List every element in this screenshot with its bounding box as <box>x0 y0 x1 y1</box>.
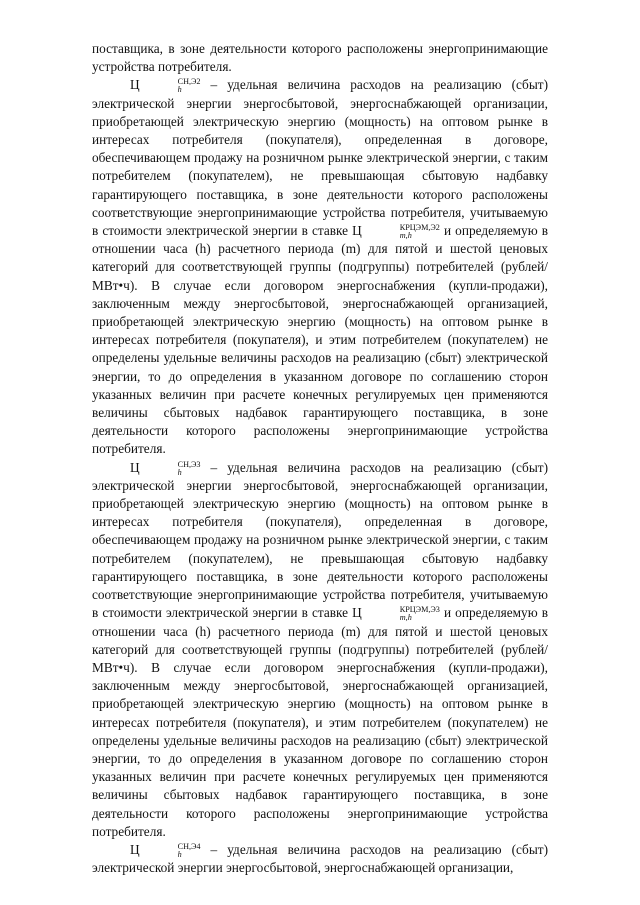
symbol-ch-e3 <box>130 460 201 475</box>
symbol-base: Ц <box>352 605 362 621</box>
symbol-superscript: КРЦЭМ,Э2 <box>399 223 440 233</box>
paragraph-ch-e4 <box>92 841 548 877</box>
symbol-subscript: h <box>177 85 182 95</box>
paragraph-text: и определяемую в отношении часа (h) расчетного периода (m) для пятой и шестой ценовых категорий для соответствующей группы (подгруппы) потребителей (рублей/МВт•ч). В случае если договором энергоснабжения (купли-продажи), заключенным между энергосбытовой, энергоснабжающей организацией, приобретающей электрическую энергию (мощность) на оптовом рынке в интересах потребителя (покупателя), и этим потребителем (покупателем) не определены удельные величины расходов на реализацию (сбыт) электрической энергии, то до определения в указанном договоре по соглашению сторон указанных величин при расчете конечных регулируемых цен применяются величины сбытовых надбавок гарантирующего поставщика, в зоне деятельности которого расположены энергопринимающие устройства потребителя. <box>92 223 549 457</box>
symbol-base: Ц <box>352 223 362 239</box>
symbol-superscript: СН,Э4 <box>177 841 201 851</box>
symbol-subscript: m,h <box>399 613 412 623</box>
paragraph-text: – удельная величина расходов на реализацию (сбыт) электрической энергии энергосбытовой, энергоснабжающей организации, приобретающей электрическую энергию (мощность) на оптовом рынке в интересах потребителя (покупателя), определенная в договоре, обеспечивающем продажу на розничном рынке электрической энергии, с таким потребителем (покупателем), не превышающая сбытовую надбавку гарантирующего поставщика, в зоне деятельности которого расположены соответствующие энергопринимающие устройства потребителя, учитываемую в стоимости электрической энергии в ставке <box>92 77 548 239</box>
paragraph-text: – удельная величина расходов на реализацию (сбыт) электрической энергии энергосбытовой, энергоснабжающей организации, приобретающей электрическую энергию (мощность) на оптовом рынке в интересах потребителя (покупателя), определенная в договоре, обеспечивающем продажу на розничном рынке электрической энергии, с таким потребителем (покупателем), не превышающая сбытовую надбавку гарантирующего поставщика, в зоне деятельности которого расположены соответствующие энергопринимающие устройства потребителя, учитываемую в стоимости электрической энергии в ставке <box>92 459 548 621</box>
symbol-ch-e4 <box>130 842 201 857</box>
symbol-ch-e2 <box>130 77 201 95</box>
symbol-base: Ц <box>130 841 140 857</box>
paragraph-text: – удельная величина расходов на реализацию (сбыт) электрической энергии энергосбытовой, энергоснабжающей организации, <box>92 841 548 876</box>
paragraph-ch-e2 <box>92 76 548 458</box>
paragraph-continuation: поставщика, в зоне деятельности которого расположены энергопринимающие устройства потребителя. <box>92 41 548 75</box>
symbol-superscript: КРЦЭМ,Э3 <box>399 605 440 615</box>
symbol-subscript: m,h <box>399 231 412 241</box>
symbol-superscript: СН,Э3 <box>177 459 201 469</box>
symbol-base: Ц <box>130 459 140 475</box>
symbol-subscript: h <box>177 849 182 859</box>
symbol-subscript: h <box>177 467 182 477</box>
paragraph-ch-e3 <box>92 459 548 841</box>
rate-symbol-krcem-e3 <box>352 605 440 623</box>
symbol-superscript: СН,Э2 <box>177 77 201 87</box>
symbol-base: Ц <box>130 77 140 93</box>
paragraph-text: и определяемую в отношении часа (h) расчетного периода (m) для пятой и шестой ценовых категорий для соответствующей группы (подгруппы) потребителей (рублей/МВт•ч). В случае если договором энергоснабжения (купли-продажи), заключенным между энергосбытовой, энергоснабжающей организацией, приобретающей электрическую энергию (мощность) на оптовом рынке в интересах потребителя (покупателя), и этим потребителем (покупателем) не определены удельные величины расходов на реализацию (сбыт) электрической энергии, то до определения в указанном договоре по соглашению сторон указанных величин при расчете конечных регулируемых цен применяются величины сбытовых надбавок гарантирующего поставщика, в зоне деятельности которого расположены энергопринимающие устройства потребителя. <box>92 605 549 839</box>
rate-symbol-krcem-e2 <box>352 223 440 241</box>
